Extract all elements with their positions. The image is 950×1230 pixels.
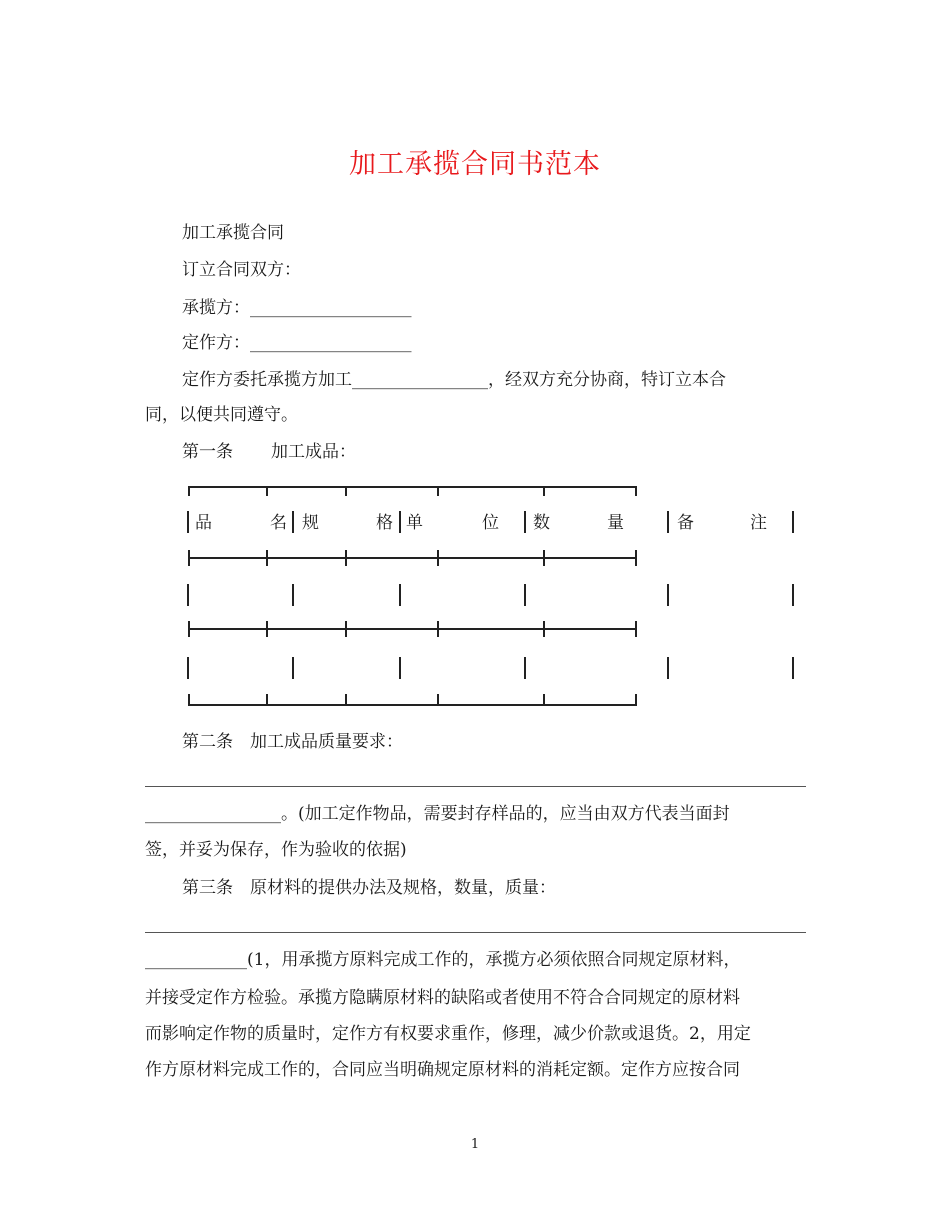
table-joint <box>543 621 545 637</box>
table-header-cell: 名 <box>270 513 287 533</box>
table-header-cell: 量 <box>607 513 624 533</box>
table-bar <box>667 584 669 606</box>
table-bar <box>187 584 189 606</box>
table-rule <box>188 486 637 488</box>
table-joint <box>266 550 268 566</box>
table-header-cell: 位 <box>482 513 499 533</box>
blank-line <box>145 786 806 787</box>
parties-heading: 订立合同双方： <box>182 260 301 280</box>
paragraph-line: 签，并妥为保存，作为验收的依据) <box>145 840 407 860</box>
blank-line <box>145 932 806 933</box>
article-3-heading: 第三条 原材料的提供办法及规格，数量，质量： <box>182 878 556 898</box>
table-bar <box>667 511 669 533</box>
table-joint <box>345 486 347 496</box>
table-header-cell: 规 <box>302 513 319 533</box>
table-joint <box>188 550 190 566</box>
table-joint <box>345 694 347 706</box>
table-joint <box>437 486 439 496</box>
table-bar <box>399 584 401 606</box>
table-joint <box>543 550 545 566</box>
table-bar <box>399 511 401 533</box>
paragraph-line: ____________(1，用承揽方原料完成工作的，承揽方必须依照合同规定原材料， <box>145 950 741 970</box>
table-joint <box>345 550 347 566</box>
table-bar <box>292 657 294 679</box>
table-joint <box>635 694 637 706</box>
table-bar <box>792 584 794 606</box>
table-bar <box>187 657 189 679</box>
paragraph-line: 作方原材料完成工作的，合同应当明确规定原材料的消耗定额。定作方应按合同 <box>145 1060 740 1080</box>
table-rule <box>188 704 637 706</box>
table-bar <box>792 511 794 533</box>
table-joint <box>266 621 268 637</box>
article-1-number: 第一条 <box>182 442 233 462</box>
paragraph-line: 定作方委托承揽方加工________________，经双方充分协商，特订立本合 <box>182 370 726 390</box>
table-joint <box>437 550 439 566</box>
paragraph-line: ________________。(加工定作物品，需要封存样品的，应当由双方代表当面封 <box>145 804 730 824</box>
table-header-cell: 品 <box>195 513 212 533</box>
table-joint <box>266 486 268 496</box>
paragraph-line: 而影响定作物的质量时，定作方有权要求重作，修理，减少价款或退货。2，用定 <box>145 1024 751 1044</box>
article-2-heading: 第二条 加工成品质量要求： <box>182 732 403 752</box>
paragraph-line: 同，以便共同遵守。 <box>145 405 298 425</box>
table-joint <box>437 694 439 706</box>
table-rule <box>188 628 637 630</box>
table-joint <box>188 694 190 706</box>
paragraph-line: 并接受定作方检验。承揽方隐瞒原材料的缺陷或者使用不符合合同规定的原材料 <box>145 988 740 1008</box>
table-bar <box>524 657 526 679</box>
table-bar <box>792 657 794 679</box>
table-bar <box>399 657 401 679</box>
table-bar <box>187 511 189 533</box>
table-joint <box>543 486 545 496</box>
table-joint <box>437 621 439 637</box>
table-bar <box>292 584 294 606</box>
table-joint <box>188 621 190 637</box>
table-joint <box>543 694 545 706</box>
contractor-field: 承揽方：___________________ <box>182 298 412 318</box>
contract-name: 加工承揽合同 <box>182 223 284 243</box>
table-bar <box>292 511 294 533</box>
table-joint <box>188 486 190 496</box>
table-bar <box>524 511 526 533</box>
article-1-text: 加工成品： <box>271 442 356 462</box>
table-header-cell: 格 <box>376 513 393 533</box>
table-joint <box>635 621 637 637</box>
client-field: 定作方：___________________ <box>182 333 412 353</box>
table-header-cell: 备 <box>677 513 694 533</box>
document-title: 加工承揽合同书范本 <box>349 149 601 180</box>
table-header-cell: 单 <box>406 513 423 533</box>
table-header-cell: 注 <box>750 513 767 533</box>
page-number: 1 <box>470 1137 480 1152</box>
table-joint <box>266 694 268 706</box>
article-1-heading <box>182 441 356 463</box>
table-bar <box>667 657 669 679</box>
table-joint <box>345 621 347 637</box>
table-header-cell: 数 <box>533 513 550 533</box>
table-bar <box>524 584 526 606</box>
table-rule <box>188 557 637 559</box>
table-joint <box>635 550 637 566</box>
table-joint <box>635 486 637 496</box>
